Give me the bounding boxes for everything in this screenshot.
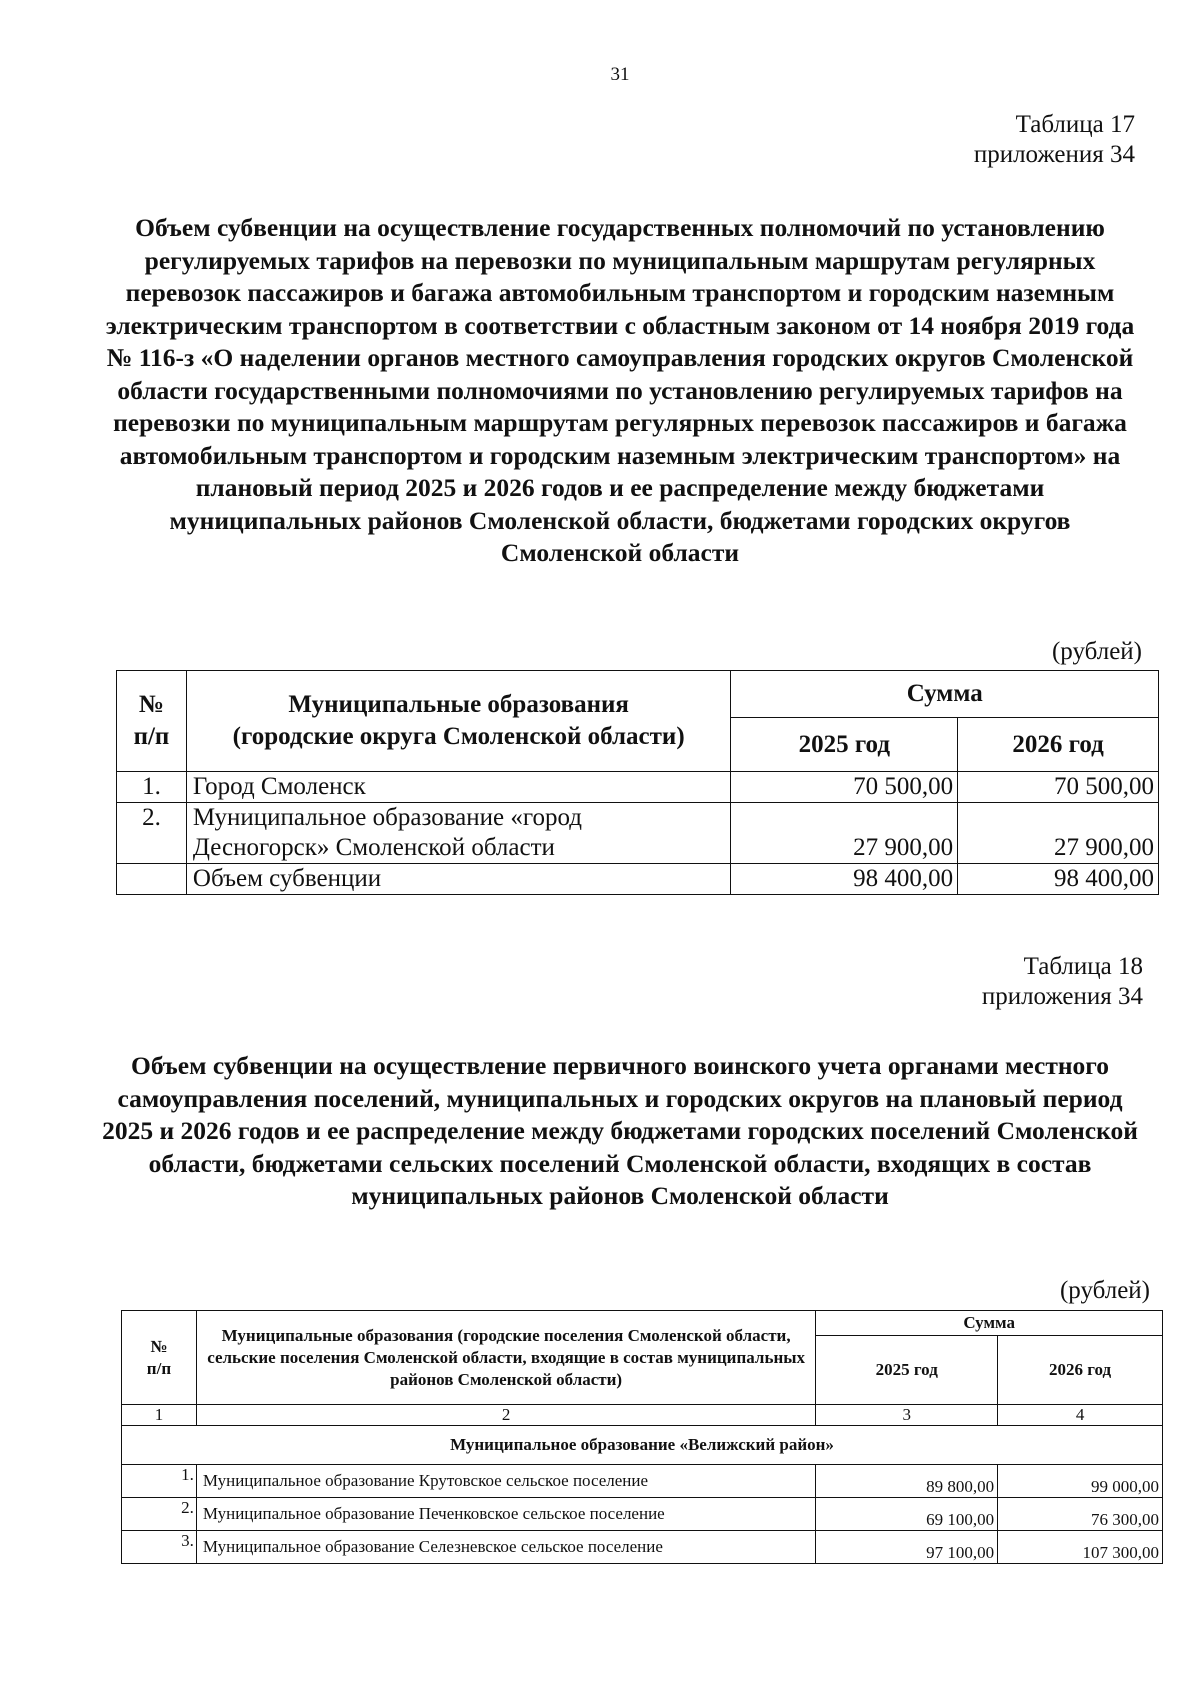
table-row-total: [117, 864, 1159, 895]
table18-col-2025: 2025 год: [816, 1336, 998, 1405]
table17-col-sum: Сумма: [731, 671, 1159, 718]
table17-col-name-line2: (городские округа Смоленской области): [232, 723, 685, 750]
row-name: Муниципальное образование Селезневское сельское поселение: [196, 1531, 815, 1564]
row-name: Город Смоленск: [186, 772, 730, 803]
row-value-2025: 89 800,00: [816, 1465, 998, 1498]
table18-section-row: [122, 1426, 1163, 1465]
table17: [116, 670, 1159, 895]
table18-reference: [543, 952, 1143, 1012]
table17-ref-line1: Таблица 17: [1015, 111, 1135, 138]
table18-col-name: Муниципальные образования (городские поселения Смоленской области, сельские поселения Смоленской области, входящие в состав муниципальных районов Смоленской области): [196, 1311, 815, 1405]
table-row: [122, 1531, 1163, 1564]
row-value-2026: 99 000,00: [998, 1465, 1163, 1498]
row-name: Объем субвенции: [186, 864, 730, 895]
row-value-2025: 70 500,00: [731, 772, 958, 803]
table-row: [122, 1498, 1163, 1531]
row-number: 2.: [117, 803, 187, 864]
table17-ref-line2: приложения 34: [973, 141, 1135, 168]
table18-unit: (рублей): [1059, 1277, 1150, 1304]
row-number: 1.: [117, 772, 187, 803]
table-row: [117, 803, 1159, 864]
row-number: 2.: [122, 1498, 197, 1531]
row-value-2025: 98 400,00: [731, 864, 958, 895]
table18-heading: Объем субвенции на осуществление первичного воинского учета органами местного самоуправления поселений, муниципальных и городских округов на плановый период 2025 и 2026 годов и ее распределение между бюджетами городских поселений Смоленской области, бюджетами сельских поселений Смоленской области, входящих в состав муниципальных районов Смоленской области: [102, 1051, 1138, 1210]
table18-column-numbers: [122, 1405, 1163, 1426]
column-number: 2: [196, 1405, 815, 1426]
table18-col-num-line2: п/п: [146, 1358, 172, 1378]
table-row: [122, 1465, 1163, 1498]
column-number: 3: [816, 1405, 998, 1426]
table17-unit: (рублей): [1051, 638, 1142, 665]
table-row: [117, 772, 1159, 803]
row-value-2026: 107 300,00: [998, 1531, 1163, 1564]
table17-col-num: [117, 671, 187, 772]
row-number: 1.: [122, 1465, 197, 1498]
row-value-2026: 76 300,00: [998, 1498, 1163, 1531]
table17-col-2025: 2025 год: [731, 718, 958, 772]
row-value-2026: 70 500,00: [958, 772, 1159, 803]
table18-col-2026: 2026 год: [998, 1336, 1163, 1405]
section-title: Муниципальное образование «Велижский район»: [122, 1426, 1163, 1465]
table17-col-num-line1: №: [138, 691, 165, 718]
table18-col-num: [122, 1311, 197, 1405]
table18-ref-line1: Таблица 18: [1023, 953, 1143, 980]
table17-col-num-line2: п/п: [133, 723, 170, 750]
row-name: Муниципальное образование Печенковское сельское поселение: [196, 1498, 815, 1531]
table17-heading: Объем субвенции на осуществление государственных полномочий по установлению регулируемых тарифов на перевозки по муниципальным маршрутам регулярных перевозок пассажиров и багажа автомобильным транспортом и городским наземным электрическим транспортом в соответствии с областным законом от 14 ноября 2019 года № 116-з «О наделении органов местного самоуправления городских округов Смоленской области государственными полномочиями по установлению регулируемых тарифов на перевозки по муниципальным маршрутам регулярных перевозок пассажиров и багажа автомобильным транспортом и городским наземным электрическим транспортом» на плановый период 2025 и 2026 годов и ее распределение между бюджетами муниципальных районов Смоленской области, бюджетами городских округов Смоленской области: [105, 213, 1135, 567]
table18-header-row-1: [122, 1311, 1163, 1336]
column-number: 1: [122, 1405, 197, 1426]
column-number: 4: [998, 1405, 1163, 1426]
row-name: Муниципальное образование Крутовское сельское поселение: [196, 1465, 815, 1498]
table17-col-name: [186, 671, 730, 772]
table17-reference: [535, 110, 1135, 170]
table18-col-num-line1: №: [150, 1336, 168, 1356]
table18-col-sum: Сумма: [816, 1311, 1163, 1336]
row-number: [117, 864, 187, 895]
table18-ref-line2: приложения 34: [981, 983, 1143, 1010]
row-value-2025: 69 100,00: [816, 1498, 998, 1531]
row-number: 3.: [122, 1531, 197, 1564]
table17-header-row-1: [117, 671, 1159, 718]
page-number: 31: [610, 64, 630, 85]
row-value-2026: 27 900,00: [958, 803, 1159, 864]
row-value-2026: 98 400,00: [958, 864, 1159, 895]
row-name: Муниципальное образование «город Десногорск» Смоленской области: [186, 803, 730, 864]
table18: [121, 1310, 1163, 1564]
table17-col-name-line1: Муниципальные образования: [288, 691, 629, 718]
row-value-2025: 27 900,00: [731, 803, 958, 864]
row-value-2025: 97 100,00: [816, 1531, 998, 1564]
table17-col-2026: 2026 год: [958, 718, 1159, 772]
